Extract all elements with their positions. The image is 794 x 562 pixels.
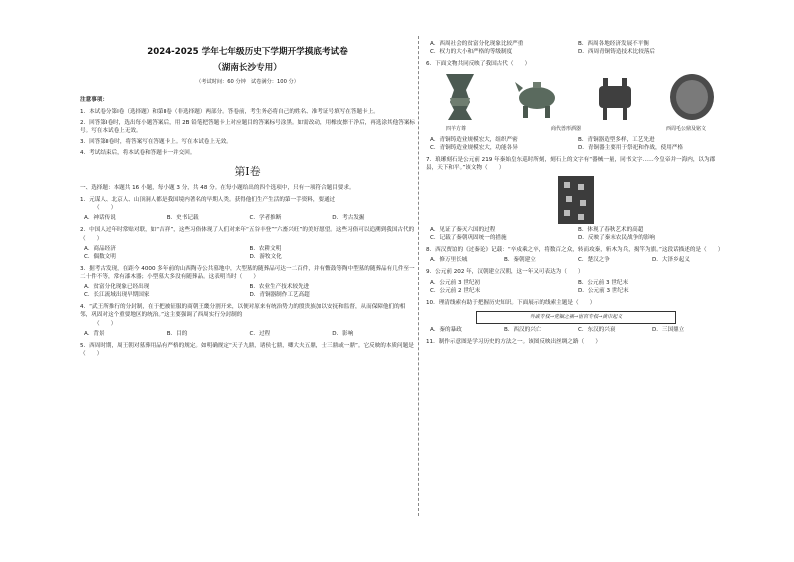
page-subtitle: （湖南长沙专用） (213, 63, 282, 74)
option[interactable]: D．公元前 3 世纪末 (578, 287, 629, 294)
option[interactable]: D．考古发掘 (332, 215, 365, 222)
option[interactable]: A．神话传说 (84, 215, 116, 222)
question-stem: 9．公元前 202 年，汉朝建立汉朝，这一年又可表达为（ ） (426, 269, 584, 276)
artifact-images (426, 72, 726, 124)
option[interactable]: A．西周社会的贫富分化现象比较严重 (430, 41, 524, 47)
option[interactable]: D．大泽乡起义 (652, 257, 690, 264)
notes-heading: 注意事项： (80, 97, 108, 104)
q9-options (426, 279, 726, 295)
option[interactable]: B．目的 (166, 330, 188, 337)
caption: 西周毛公鼎及铭文 (665, 126, 706, 133)
option[interactable]: C．记载了秦朝巩固统一的措施 (430, 235, 507, 242)
question-options (80, 245, 415, 261)
option[interactable]: B．史书记载 (166, 215, 199, 222)
question-11 (426, 338, 726, 346)
page-title: 2024-2025 学年七年级历史下学期开学摸底考试卷 (147, 47, 348, 57)
question-stem: 7．琅琊刻石是公元前 219 年秦始皇东巡时所刻，刻石上的文字有“器械一量，同书文字……今皇帝并一海内，以为郡县，天下和平。”该文物（ ） (426, 156, 716, 171)
option[interactable]: A．见证了秦灭六国的过程 (430, 227, 496, 234)
question-stem: 10．理清线索有助于把握历史知识。下面展示的线索主题是（ ） (426, 299, 596, 306)
option[interactable]: C．权力的大小和严格的等级制度 (430, 49, 513, 56)
option[interactable]: C．学者推断 (249, 215, 282, 222)
question-options (80, 214, 415, 222)
note-item: 3．回答第Ⅱ卷时，将答案写在答题卡上。写在本试卷上无效。 (80, 138, 232, 145)
artifact-captions (426, 126, 726, 133)
exam-meta: （考试时间：60 分钟 试卷满分：100 分） (196, 78, 299, 85)
option[interactable]: A．青铜铸造业规模宏大，组织严密 (430, 136, 518, 143)
option[interactable]: A．秦的暴政 (430, 327, 462, 334)
ding-inscription-image (668, 72, 716, 122)
question-3 (80, 265, 415, 299)
answer-blank: （ ） (94, 320, 117, 327)
option[interactable]: D．青铜器主要用于祭祀和作战，使用严格 (578, 144, 683, 151)
option[interactable]: A．公元前 3 世纪初 (430, 279, 481, 286)
q7-options (426, 226, 726, 242)
q8-options (426, 256, 726, 264)
question-stem: 1．元谋人、北京人、山顶洞人都是我国境内著名的早期人类。获得他们生产生活的第一手资料，要通过 (80, 197, 336, 204)
note-item: 4．考试结束后，将本试卷和答题卡一并交回。 (80, 149, 196, 156)
option[interactable]: D．游牧文化 (249, 253, 282, 260)
question-stem: 4．“武王所推行的分封制，在于把被征服的商朝王畿分割开来，以便对原来有统治势力的殷贵族加以安抚和监督，从而保障他们的相邻，巩固对这个重要地区的统治。”这主要强调了西周实行分封制的 (80, 304, 406, 319)
option[interactable]: D．影响 (332, 330, 354, 337)
option[interactable]: C．偶数文明 (84, 253, 116, 260)
question-stem: 11．制作示意图是学习历史的方法之一。该图反映出丝绸之路（ ） (426, 339, 601, 346)
option[interactable]: C．东汉的兴衰 (578, 327, 616, 334)
question-8 (426, 246, 726, 264)
left-question-list (80, 196, 415, 358)
timeline-box: 外戚专权→党锢之祸→宦官专权→黄巾起义 (476, 311, 676, 324)
q5-options (426, 40, 726, 56)
question-10 (426, 299, 726, 334)
option[interactable]: B．公元前 3 世纪末 (578, 279, 629, 286)
option[interactable]: C．楚汉之争 (578, 257, 610, 264)
question-2 (80, 226, 415, 260)
question-options (80, 283, 415, 299)
notes (80, 96, 415, 157)
maogong-ding-image (591, 72, 639, 122)
column-divider (418, 36, 419, 516)
right-column (426, 40, 726, 346)
q6-options (426, 136, 726, 152)
q10-options (426, 326, 726, 334)
question-stem: 6．下面文物共同反映了我国古代（ ） (426, 61, 531, 68)
option[interactable]: D．反映了秦末农民战争的影响 (578, 235, 656, 242)
question-stem: 2．中国人过年时常贴对联，如“吉祥”，这些习俗体现了人们对来年“五谷丰登”“六畜兴旺”的美好愿望。这些习俗可以追溯到我国古代的（ ） (80, 227, 415, 242)
option[interactable]: B．农耕文明 (249, 245, 282, 252)
question-options (80, 330, 415, 338)
option[interactable]: C．长江流域出现早期国家 (84, 292, 150, 299)
option[interactable]: A．商品经济 (84, 245, 116, 252)
question-5 (80, 342, 415, 358)
question-7 (426, 156, 726, 242)
option[interactable]: C．青铜铸造业规模宏大，功能各异 (430, 144, 518, 151)
question-1 (80, 196, 415, 222)
caption: 四羊方尊 (446, 126, 467, 133)
four-goat-zun-image (436, 72, 484, 122)
option[interactable]: A．贫富分化现象已经出现 (84, 284, 150, 291)
option[interactable]: B．西汉的兴亡 (504, 327, 542, 334)
option[interactable]: A．背景 (84, 330, 105, 337)
option[interactable]: A．修万里长城 (430, 257, 468, 264)
question-stem: 5．西周时期，周王朝对墓葬用品有严格的规定。如明确规定“天子九鼎，诸侯七鼎，卿大夫五鼎，士三鼎或一鼎”。它反映的本质问题是（ ） (80, 342, 414, 357)
answer-blank: （ ） (94, 205, 117, 212)
left-column (80, 40, 415, 358)
question-6 (426, 60, 726, 152)
option[interactable]: C．公元前 2 世纪末 (430, 287, 481, 294)
langya-stele-image (558, 176, 594, 224)
note-item: 2．回答第Ⅰ卷时，选出每小题答案后，用 2B 铅笔把答题卡上对应题目的答案标号涂黑。如需改动，用橡皮擦干净后，再选涂其他答案标号。写在本试卷上无效。 (80, 119, 416, 134)
option[interactable]: D．青铜器制作工艺高超 (249, 292, 310, 299)
animal-vessel-image (513, 72, 561, 122)
option[interactable]: B．青铜器造型多样，工艺先进 (578, 136, 655, 143)
option[interactable]: B．西周各地经济发展不平衡 (578, 41, 649, 47)
option[interactable]: B．体现了春秋艺术的高超 (578, 227, 644, 234)
section-intro: 一、选择题：本题共 16 小题，每小题 3 分，共 48 分。在每小题给出的四个选项中，只有一项符合题目要求。 (80, 185, 355, 192)
note-item: 1．本试卷分第Ⅰ卷（选择题）和第Ⅱ卷（非选择题）两部分。答卷前，考生务必将自己的姓名、准考证号填写在答题卡上。 (80, 108, 379, 115)
question-9 (426, 268, 726, 294)
question-stem: 3．据考古发现，在距今 4000 多年前的山西陶寺公共墓地中，大型墓的随葬品可达一二百件，并有鳖鼓等陶中型墓的随葬品有几件至一二十件不等，常有漆木器；小型墓大多没有随葬品。这表明当时（ ） (80, 265, 415, 281)
section-title: 第Ⅰ卷 (234, 165, 261, 179)
question-stem: 8．西汉贾谊的《过秦论》记载：“卒戍乘之卒，将数百之众，转而攻秦，斩木为兵，揭竿为旗。”这段话描述的是（ ） (426, 247, 724, 254)
question-4 (80, 303, 415, 337)
option[interactable]: D．三国鼎立 (652, 327, 685, 334)
option[interactable]: B．农业生产技术较先进 (249, 284, 310, 291)
option[interactable]: D．西周青铜铸造技术比较落后 (578, 49, 656, 56)
caption: 商代兽形酒器 (550, 126, 581, 133)
option[interactable]: B．秦朝建立 (504, 257, 536, 264)
option[interactable]: C．过程 (249, 330, 271, 337)
